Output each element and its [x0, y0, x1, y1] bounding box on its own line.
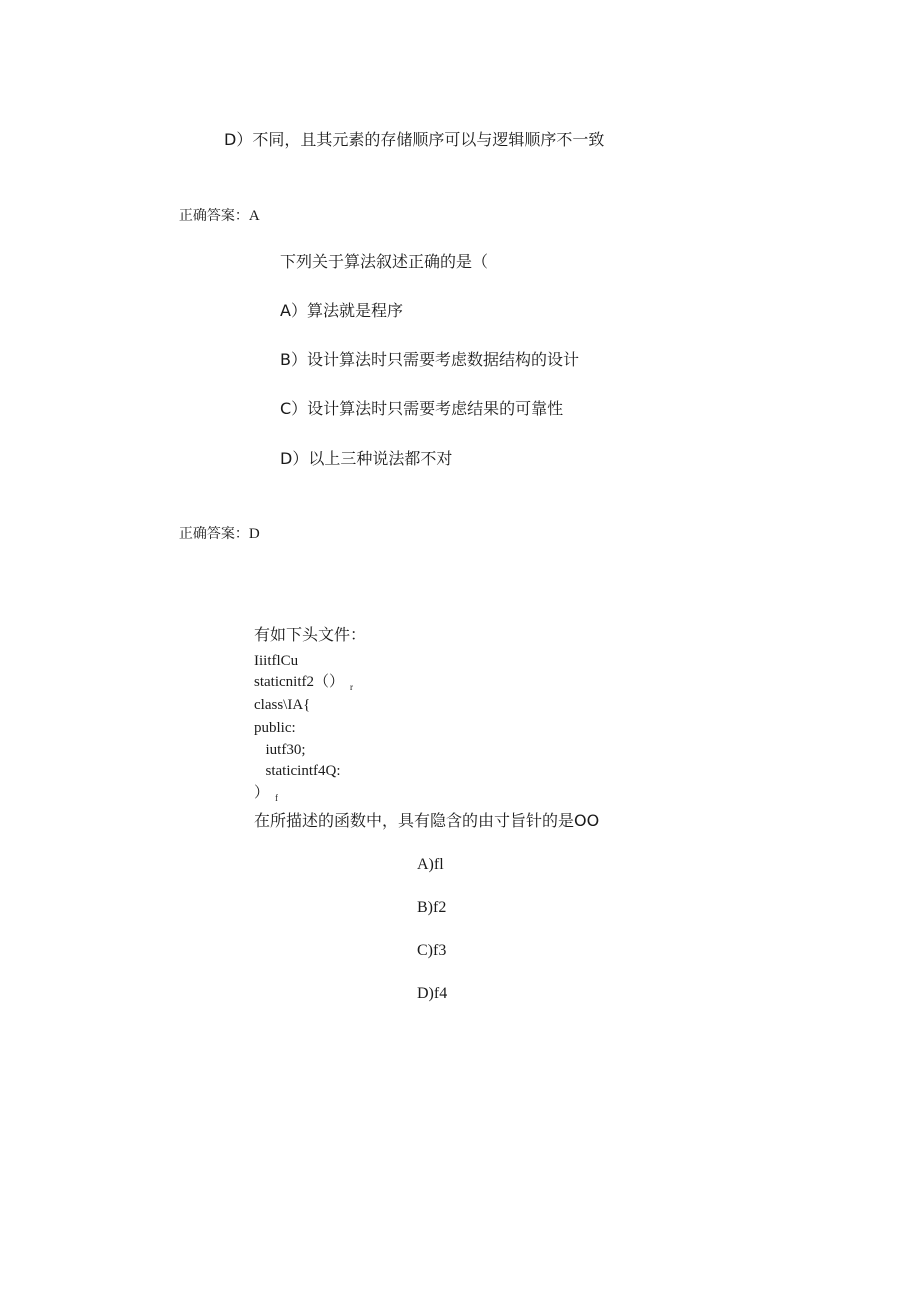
answer-label: 正确答案： — [178, 208, 249, 224]
code-line-2-text: staticnitf2（） — [254, 674, 344, 690]
code-option-d: D)f4 — [417, 985, 448, 1002]
answer-value: A — [248, 208, 260, 224]
code-line-7 — [254, 786, 278, 801]
code-line-2 — [254, 675, 353, 690]
code-option-a: A)fl — [417, 856, 444, 873]
code-question-text: 在所描述的函数中，具有隐含的由寸旨针的是OO — [254, 811, 600, 830]
code-mark-f: f — [275, 793, 279, 803]
answer-label: 正确答案： — [178, 526, 249, 542]
algo-option-d: D）以上三种说法都不对 — [280, 449, 453, 468]
algo-option-c: C）设计算法时只需要考虑结果的可靠性 — [280, 399, 564, 418]
code-line-5: iutf30; — [258, 742, 306, 758]
algo-option-b: B）设计算法时只需要考虑数据结构的设计 — [280, 350, 579, 369]
code-question-intro: 有如下头文件： — [254, 625, 367, 644]
code-option-c: C)f3 — [417, 942, 447, 959]
algo-question-text: 下列关于算法叙述正确的是（ — [280, 252, 489, 271]
code-line-7-text: ） — [254, 785, 270, 801]
code-line-3: class\IA{ — [254, 697, 311, 713]
code-line-4: public: — [254, 720, 296, 736]
code-mark-r: r — [350, 682, 353, 692]
algo-option-a: A）算法就是程序 — [280, 301, 403, 320]
code-line-1: IiitflCu — [254, 653, 299, 669]
prev-question-option-d: D）不同，且其元素的存储顺序可以与逻辑顺序不一致 — [224, 130, 605, 149]
algo-answer-line — [170, 513, 260, 542]
answer-value: D — [248, 526, 260, 542]
prev-answer-line — [170, 195, 260, 224]
code-option-b: B)f2 — [417, 899, 447, 916]
code-line-6: staticintf4Q: — [258, 763, 341, 779]
